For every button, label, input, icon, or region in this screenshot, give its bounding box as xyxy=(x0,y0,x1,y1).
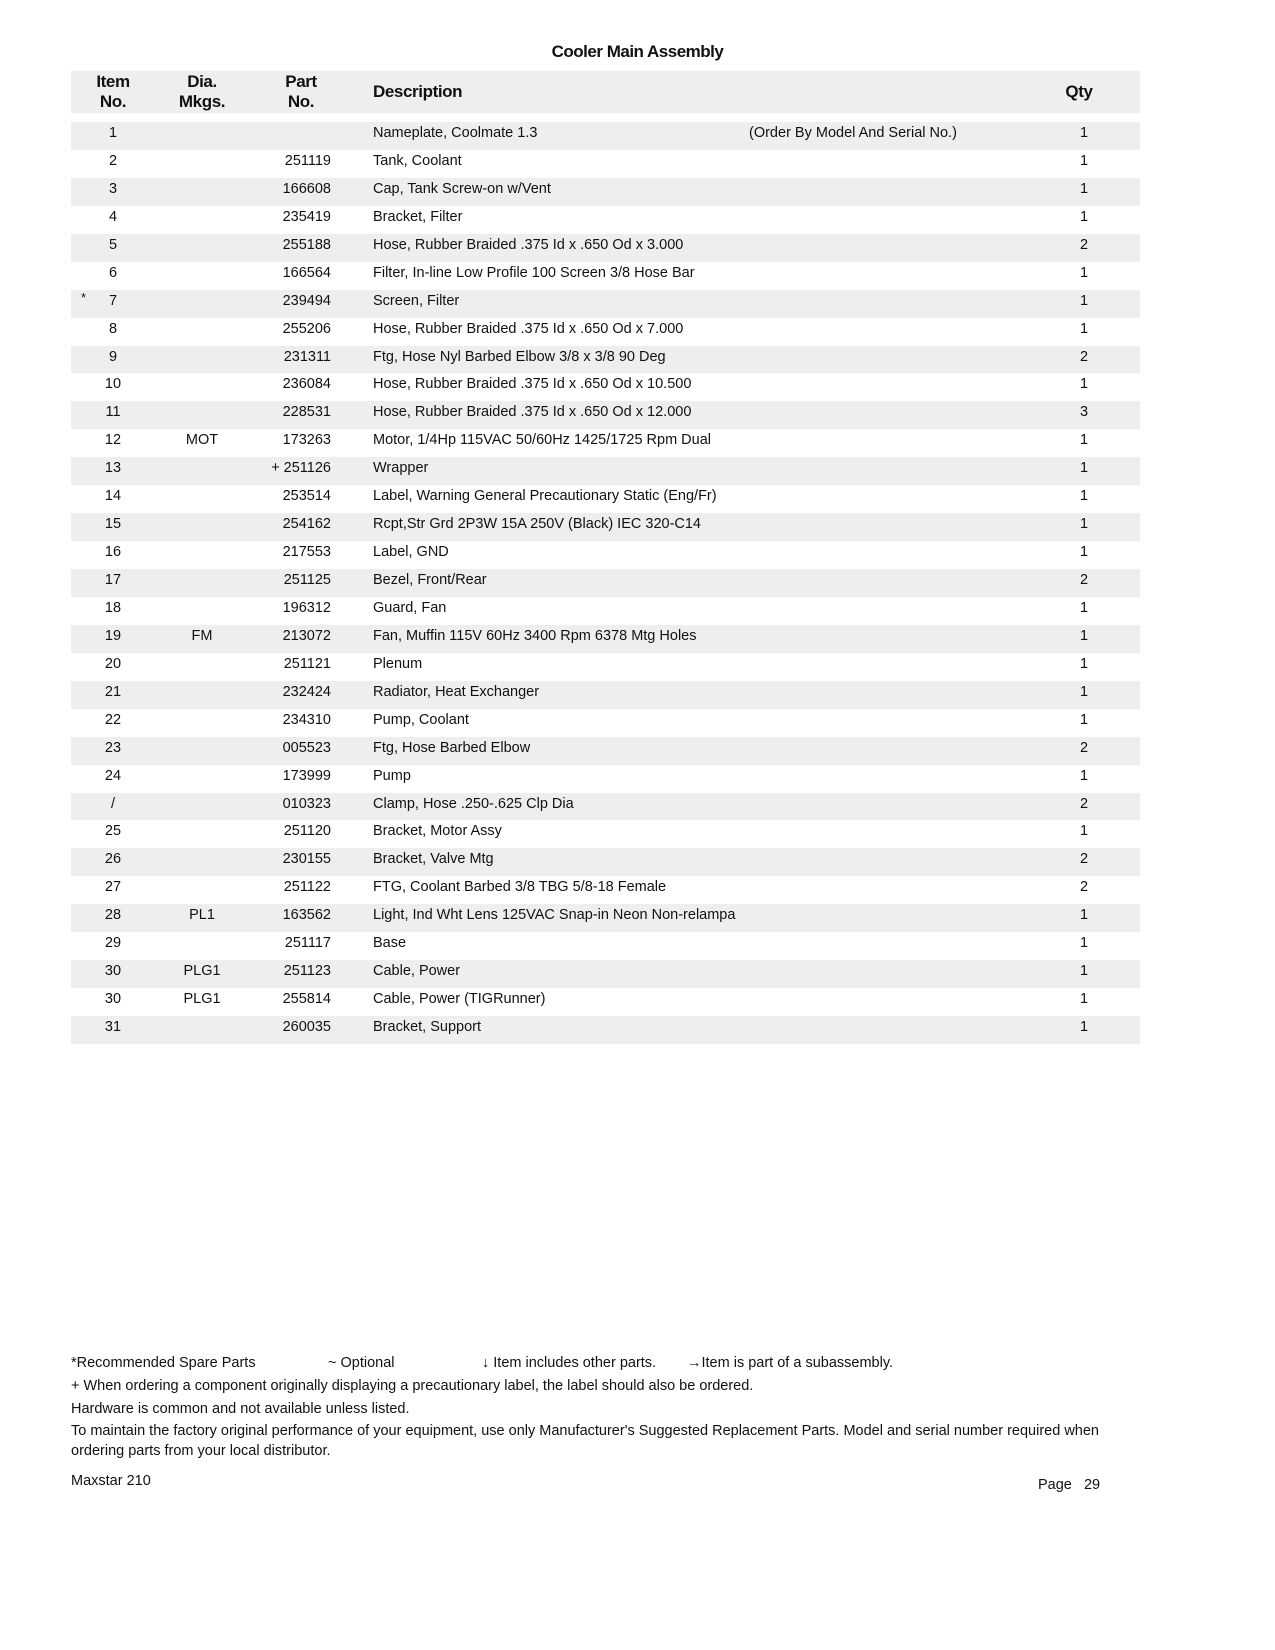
part-no: 232424 xyxy=(282,683,331,700)
item-no: 31 xyxy=(104,1019,122,1035)
description: Rcpt,Str Grd 2P3W 15A 250V (Black) IEC 320-C14 xyxy=(373,516,701,533)
description: Ftg, Hose Barbed Elbow xyxy=(373,739,531,756)
note-replacement-parts: To maintain the factory original performance of your equipment, use only Manufacturer's Suggested Replacement Parts. Model and serial number required when ordering parts from your local distributor. xyxy=(71,1423,1099,1459)
table-row xyxy=(71,932,1140,960)
item-no: 14 xyxy=(104,488,122,505)
legend-spare-parts: *Recommended Spare Parts xyxy=(71,1355,256,1371)
qty: 1 xyxy=(1079,767,1089,784)
table-row xyxy=(71,318,1140,346)
table-row xyxy=(71,206,1140,234)
description: FTG, Coolant Barbed 3/8 TBG 5/8-18 Female xyxy=(373,879,667,896)
header-qty: Qty xyxy=(1065,82,1093,101)
qty: 1 xyxy=(1079,544,1089,561)
qty: 1 xyxy=(1079,935,1089,952)
qty: 3 xyxy=(1079,404,1089,421)
qty: 1 xyxy=(1079,180,1089,197)
table-row xyxy=(71,1016,1140,1044)
table-row xyxy=(71,709,1140,737)
table-row xyxy=(71,569,1140,597)
header-part-line2: No. xyxy=(287,92,315,111)
item-no: 28 xyxy=(104,907,122,924)
header-dia-line2: Mkgs. xyxy=(178,92,226,111)
qty: 1 xyxy=(1079,264,1089,281)
page-title: Cooler Main Assembly xyxy=(551,42,724,61)
item-no: 1 xyxy=(108,125,118,141)
header-part-line1: Part xyxy=(285,72,317,91)
qty: 1 xyxy=(1079,599,1089,616)
item-no: 12 xyxy=(104,432,122,449)
item-no: 2 xyxy=(108,152,118,169)
part-no: 230155 xyxy=(282,851,331,868)
qty: 1 xyxy=(1079,655,1089,672)
part-no: 166564 xyxy=(282,264,331,281)
part-no: 251123 xyxy=(283,963,331,980)
legend xyxy=(71,1353,1111,1373)
qty: 1 xyxy=(1079,376,1089,393)
table-row xyxy=(71,485,1140,513)
description: Hose, Rubber Braided .375 Id x .650 Od x 7.000 xyxy=(373,320,684,337)
dia-mkgs: PLG1 xyxy=(183,991,221,1008)
item-no: 29 xyxy=(104,935,122,952)
part-no: 196312 xyxy=(282,599,331,616)
table-row xyxy=(71,457,1140,485)
dia-mkgs: FM xyxy=(191,627,213,644)
qty: 1 xyxy=(1079,516,1089,533)
qty: 1 xyxy=(1079,963,1089,980)
legend-optional: ~ Optional xyxy=(328,1355,395,1371)
qty: 2 xyxy=(1079,851,1089,868)
part-no: 236084 xyxy=(282,376,331,393)
qty: 1 xyxy=(1079,627,1089,644)
item-no: 25 xyxy=(104,823,122,840)
part-no: 005523 xyxy=(282,739,331,756)
header-item-line2: No. xyxy=(99,92,127,111)
item-no: / xyxy=(110,795,116,812)
item-no: 13 xyxy=(104,460,122,477)
part-no: 217553 xyxy=(282,544,331,561)
header-description: Description xyxy=(373,82,463,101)
description: Motor, 1/4Hp 115VAC 50/60Hz 1425/1725 Rpm Dual xyxy=(373,432,711,449)
qty: 1 xyxy=(1079,823,1089,840)
dia-mkgs: PLG1 xyxy=(183,963,221,980)
description: Wrapper xyxy=(373,460,429,477)
dia-mkgs: MOT xyxy=(185,432,219,449)
table-header xyxy=(71,71,1140,113)
item-no: 24 xyxy=(104,767,122,784)
table-row xyxy=(71,429,1140,457)
part-no: 163562 xyxy=(282,907,331,924)
table-row xyxy=(71,262,1140,290)
description: Radiator, Heat Exchanger xyxy=(373,683,540,700)
item-no: 20 xyxy=(104,655,122,672)
description: Cap, Tank Screw-on w/Vent xyxy=(373,180,551,197)
description: Nameplate, Coolmate 1.3 xyxy=(373,125,538,141)
part-no: 260035 xyxy=(282,1019,331,1035)
qty: 2 xyxy=(1079,795,1089,812)
item-no: 8 xyxy=(108,320,118,337)
header-item-no xyxy=(93,72,133,112)
description: Tank, Coolant xyxy=(373,152,462,169)
table-row xyxy=(71,681,1140,709)
qty: 1 xyxy=(1079,683,1089,700)
table-row xyxy=(71,765,1140,793)
description: Bracket, Motor Assy xyxy=(373,823,502,840)
part-no: 255814 xyxy=(282,991,331,1008)
item-no: 17 xyxy=(104,572,122,588)
item-no: 21 xyxy=(104,683,122,700)
qty: 2 xyxy=(1079,572,1089,588)
part-no: 251119 xyxy=(284,152,331,169)
table-row xyxy=(71,234,1140,262)
qty: 1 xyxy=(1079,991,1089,1008)
part-no: 235419 xyxy=(282,208,331,225)
table-row xyxy=(71,150,1140,178)
qty: 2 xyxy=(1079,739,1089,756)
description: Plenum xyxy=(373,655,423,672)
part-no: + 251126 xyxy=(271,460,331,477)
note-hardware: Hardware is common and not available unless listed. xyxy=(71,1401,410,1417)
header-dia-mkgs xyxy=(167,72,237,112)
table-row xyxy=(71,793,1140,821)
table-row xyxy=(71,625,1140,653)
table-row xyxy=(71,960,1140,988)
qty: 1 xyxy=(1079,488,1089,505)
item-no: 11 xyxy=(105,404,121,421)
table-row xyxy=(71,597,1140,625)
qty: 1 xyxy=(1079,125,1089,141)
item-no: 26 xyxy=(104,851,122,868)
part-no: 253514 xyxy=(282,488,331,505)
item-no: 10 xyxy=(104,376,122,393)
description: Hose, Rubber Braided .375 Id x .650 Od x 3.000 xyxy=(373,236,684,253)
part-no: 173263 xyxy=(282,432,331,449)
qty: 1 xyxy=(1079,292,1089,309)
item-no: 22 xyxy=(104,711,122,728)
qty: 1 xyxy=(1079,152,1089,169)
description: Hose, Rubber Braided .375 Id x .650 Od x 12.000 xyxy=(373,404,692,421)
model-name: Maxstar 210 xyxy=(71,1473,151,1489)
item-no: 16 xyxy=(104,544,122,561)
order-note: (Order By Model And Serial No.) xyxy=(749,125,957,141)
spare-mark: * xyxy=(81,289,87,305)
description: Cable, Power (TIGRunner) xyxy=(373,991,546,1008)
description: Clamp, Hose .250-.625 Clp Dia xyxy=(373,795,574,812)
table-row xyxy=(71,988,1140,1016)
part-no: 251122 xyxy=(283,879,331,896)
item-no: 30 xyxy=(104,963,122,980)
table-row xyxy=(71,401,1140,429)
header-part-no xyxy=(271,72,331,112)
table-row xyxy=(71,290,1140,318)
description: Guard, Fan xyxy=(373,599,447,616)
table-row xyxy=(71,904,1140,932)
qty: 2 xyxy=(1079,348,1089,365)
table-row xyxy=(71,346,1140,374)
table-row xyxy=(71,178,1140,206)
qty: 1 xyxy=(1079,907,1089,924)
description: Label, Warning General Precautionary Static (Eng/Fr) xyxy=(373,488,717,505)
part-no: 255188 xyxy=(282,236,331,253)
item-no: 27 xyxy=(104,879,122,896)
qty: 1 xyxy=(1079,432,1089,449)
item-no: 3 xyxy=(108,180,118,197)
description: Bracket, Filter xyxy=(373,208,463,225)
description: Bezel, Front/Rear xyxy=(373,572,487,588)
description: Pump xyxy=(373,767,411,784)
item-no: 7 xyxy=(108,292,118,309)
part-no: 010323 xyxy=(282,795,331,812)
table-row xyxy=(71,653,1140,681)
description: Label, GND xyxy=(373,544,449,561)
page-number-value: 29 xyxy=(1083,1477,1101,1493)
qty: 1 xyxy=(1079,1019,1089,1035)
part-no: 251125 xyxy=(283,572,331,588)
description: Screen, Filter xyxy=(373,292,460,309)
description: Bracket, Valve Mtg xyxy=(373,851,494,868)
qty: 1 xyxy=(1079,711,1089,728)
table-row xyxy=(71,876,1140,904)
part-no: 234310 xyxy=(282,711,331,728)
part-no: 251117 xyxy=(284,935,331,952)
part-no: 166608 xyxy=(282,180,331,197)
table-row xyxy=(71,848,1140,876)
part-no: 239494 xyxy=(282,292,331,309)
item-no: 4 xyxy=(108,208,118,225)
item-no: 30 xyxy=(104,991,122,1008)
description: Fan, Muffin 115V 60Hz 3400 Rpm 6378 Mtg Holes xyxy=(373,627,697,644)
qty: 1 xyxy=(1079,320,1089,337)
part-no: 251121 xyxy=(283,655,331,672)
item-no: 18 xyxy=(104,599,122,616)
parts-table-body xyxy=(71,122,1140,1044)
part-no: 251120 xyxy=(283,823,331,840)
description: Cable, Power xyxy=(373,963,461,980)
table-row xyxy=(71,737,1140,765)
note-precautionary-label: + When ordering a component originally displaying a precautionary label, the label should also be ordered. xyxy=(71,1378,754,1394)
table-row xyxy=(71,820,1140,848)
part-no: 213072 xyxy=(282,627,331,644)
part-no: 255206 xyxy=(282,320,331,337)
table-row xyxy=(71,373,1140,401)
table-row xyxy=(71,122,1140,150)
item-no: 9 xyxy=(108,348,118,365)
page-label: Page xyxy=(1038,1477,1072,1493)
legend-subassembly: →Item is part of a subassembly. xyxy=(687,1355,894,1371)
description: Base xyxy=(373,935,407,952)
description: Pump, Coolant xyxy=(373,711,469,728)
part-no: 228531 xyxy=(282,404,331,421)
dia-mkgs: PL1 xyxy=(189,907,215,924)
table-row xyxy=(71,513,1140,541)
description: Hose, Rubber Braided .375 Id x .650 Od x 10.500 xyxy=(373,376,692,393)
qty: 1 xyxy=(1079,208,1089,225)
qty: 2 xyxy=(1079,879,1089,896)
item-no: 6 xyxy=(108,264,118,281)
part-no: 254162 xyxy=(282,516,331,533)
item-no: 23 xyxy=(104,739,122,756)
qty: 2 xyxy=(1079,236,1089,253)
header-item-line1: Item xyxy=(96,72,130,91)
page-number xyxy=(1038,1475,1100,1495)
qty: 1 xyxy=(1079,460,1089,477)
item-no: 15 xyxy=(104,516,122,533)
description: Bracket, Support xyxy=(373,1019,481,1035)
table-row xyxy=(71,541,1140,569)
header-dia-line1: Dia. xyxy=(187,72,217,91)
part-no: 173999 xyxy=(282,767,331,784)
description: Light, Ind Wht Lens 125VAC Snap-in Neon Non-relampa xyxy=(373,907,736,924)
part-no: 231311 xyxy=(283,348,331,365)
description: Ftg, Hose Nyl Barbed Elbow 3/8 x 3/8 90 Deg xyxy=(373,348,666,365)
item-no: 5 xyxy=(108,236,118,253)
legend-includes-parts: ↓ Item includes other parts. xyxy=(482,1355,657,1371)
description: Filter, In-line Low Profile 100 Screen 3/8 Hose Bar xyxy=(373,264,695,281)
item-no: 19 xyxy=(104,627,122,644)
